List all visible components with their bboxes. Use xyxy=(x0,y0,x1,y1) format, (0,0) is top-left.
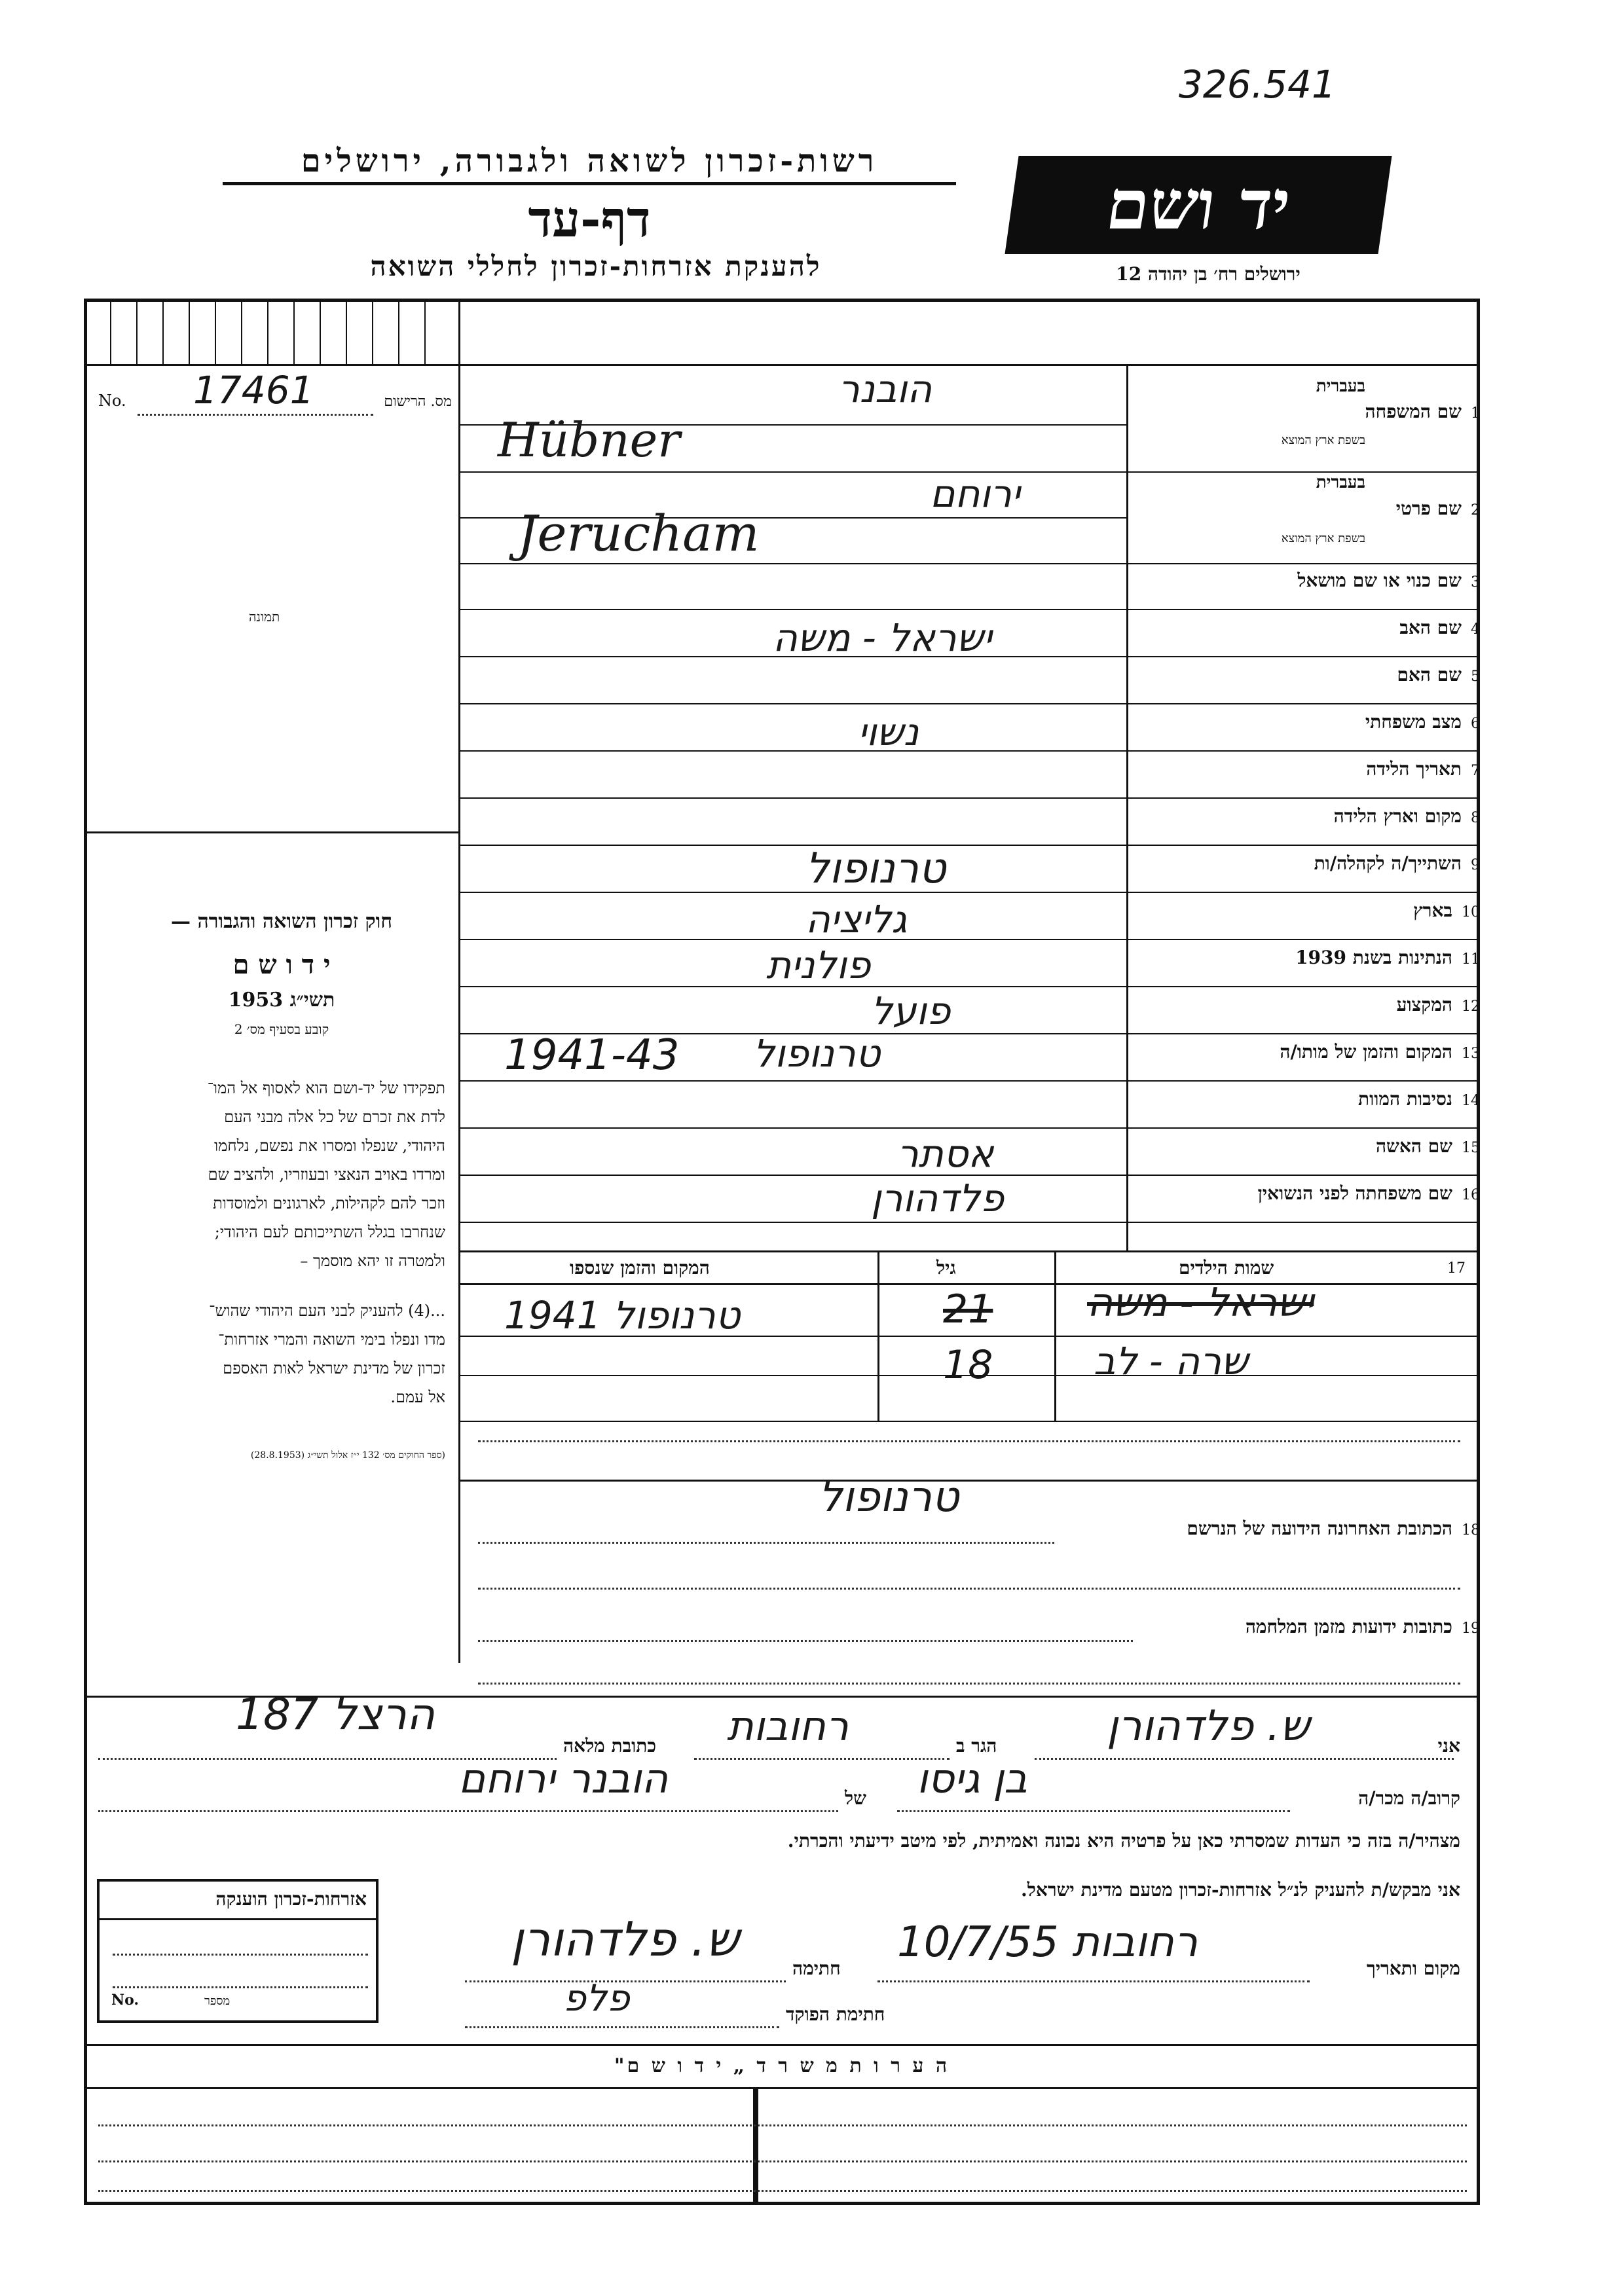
field-6-label: 6מצב משפחתי xyxy=(1365,711,1480,733)
law-line: תפקידו של יד-ושם הוא לאסוף אל המו־ xyxy=(207,1079,445,1097)
field-1-hebrew-value: הובנר xyxy=(838,367,932,411)
law-line: מדו ונפלו בימי השואה והמרי אזרחות־ xyxy=(218,1330,445,1349)
law-line: ומרדו באויב הנאצי ובעוזריו, ולהציב שם xyxy=(208,1165,445,1184)
field-15-value: אסתר xyxy=(897,1131,994,1176)
law-line: היהודי, שנפלו ומסרו את נפשם, נלחמו xyxy=(214,1137,445,1155)
field-12-label: 12המקצוע xyxy=(1396,994,1480,1015)
field-16-value: פלדהורן xyxy=(871,1176,1005,1220)
field-5-label: 5שם האם xyxy=(1397,664,1480,685)
law-citation: (ספר החוקים מס׳ 132 י״ז אלול תשי״ג (28.8.1953) xyxy=(250,1450,445,1461)
decl-ani: אני xyxy=(1437,1735,1460,1757)
field-3-label: 3שם כנוי או שם מושאל xyxy=(1297,570,1480,591)
field-2-hebrew-value: ירוחם xyxy=(930,471,1020,516)
decl-city: רחובות xyxy=(727,1702,849,1750)
field-2-origin-label: בשפת ארץ המוצא xyxy=(1281,532,1365,545)
field-2-hebrew-label: בעברית xyxy=(1316,473,1365,492)
child-1-age: 21 xyxy=(943,1286,993,1332)
decl-place-date-label: מקום ותאריך xyxy=(1366,1958,1460,1979)
citizenship-box xyxy=(97,1879,378,2023)
child-1-name: ישראל - משה xyxy=(1087,1280,1314,1326)
field-1-label: 1שם המשפחה xyxy=(1365,401,1480,422)
field-2-label: 2שם פרטי xyxy=(1395,498,1480,519)
form-title: דף-עד xyxy=(528,190,651,248)
child-1-place: טרנופול 1941 xyxy=(504,1293,741,1338)
field-6-value: נשוי xyxy=(858,710,919,754)
decl-resides-label: הגר ב xyxy=(956,1735,997,1757)
children-col-age: גיל xyxy=(936,1257,956,1279)
field-8-label: 8מקום וארץ הלידה xyxy=(1333,805,1480,827)
field-11-label: 11הנתינות בשנת 1939 xyxy=(1295,947,1480,968)
law-title: חוק זכרון השואה והגבורה — xyxy=(171,910,392,933)
registration-label: מס. הרישום xyxy=(384,393,452,410)
field-9-value: טרנופול xyxy=(805,845,946,893)
child-2-age: 18 xyxy=(943,1342,993,1388)
field-12-value: פועל xyxy=(871,989,951,1033)
decl-request: אני מבקש/ת להעניק לנ״ל אזרחות-זכרון מטעם מדינת ישראל. xyxy=(1021,1879,1460,1901)
decl-name: ש. פלדהורן xyxy=(1107,1702,1310,1751)
field-2-origin-value: Jerucham xyxy=(517,504,760,562)
law-line: וזכר להם לקהילות, לארגונים ולמוסדות xyxy=(213,1194,445,1212)
field-13-value-year: 1941-43 xyxy=(504,1031,680,1080)
decl-place-date: רחובות 10/7/55 xyxy=(897,1918,1198,1967)
decl-relative: בן גיסו xyxy=(917,1755,1027,1802)
field-17-num: 17 xyxy=(1447,1260,1466,1277)
office-notes-header: ה ע ר ו ת מ ש ר ד „ י ד ו ש ם" xyxy=(614,2054,950,2077)
children-col-names: שמות הילדים xyxy=(1179,1257,1274,1279)
field-13-value-place: טרנופול xyxy=(753,1031,881,1076)
citizenship-box-number: מספר xyxy=(204,1994,231,2008)
field-11-value: פולנית xyxy=(766,943,871,987)
field-7-label: 7תאריך הלידה xyxy=(1366,758,1480,780)
decl-statement: מצהיר/ה בזה כי העדות שמסרתי כאן על פרטיה היא נכונה ואמיתית, לפי מיטב ידיעתי והכרתי. xyxy=(787,1830,1460,1851)
decl-official-label: חתימת הפוקד xyxy=(786,2003,885,2025)
decl-official-signature: פלפ xyxy=(563,1977,630,2020)
decl-address: הרצל 187 xyxy=(236,1689,435,1740)
citizenship-box-number-en: No. xyxy=(111,1992,139,2009)
field-18-value: טרנופול xyxy=(819,1473,959,1522)
citizenship-box-title: אזרחות-זכרון הוענקה xyxy=(215,1888,367,1910)
form-subtitle: להענקת אזרחות-זכרון לחללי השואה xyxy=(370,250,822,282)
field-10-value: גליציה xyxy=(805,897,908,941)
law-name: י ד ו ש ם xyxy=(232,949,331,980)
decl-signature-label: חתימה xyxy=(792,1958,841,1979)
registration-number: 17461 xyxy=(193,368,314,412)
yad-vashem-address: ירושלים רח׳ בן יהודה 12 xyxy=(1116,263,1301,285)
decl-relative-label: קרוב/ה מכר/ה xyxy=(1358,1787,1460,1809)
law-line: שנחרבו בגלל השתייכותם לעם היהודי; xyxy=(214,1223,445,1241)
archive-number: 326.541 xyxy=(1179,62,1336,107)
registration-label-en: No. xyxy=(98,392,126,410)
child-2-name: שרה - לב xyxy=(1094,1339,1249,1383)
authority-title: רשות-זכרון לשואה ולגבורה, ירושלים xyxy=(223,143,956,185)
field-15-label: 15שם האשה xyxy=(1375,1135,1480,1157)
field-18-label: 18הכתובת האחרונה הידועה של הנרשם xyxy=(1187,1518,1480,1539)
law-line: ...(4) להעניק לבני העם היהודי שהוש־ xyxy=(209,1302,445,1320)
field-14-label: 14נסיבות המוות xyxy=(1358,1088,1480,1110)
law-paragraph-4 xyxy=(98,1296,445,1412)
law-line: אל עמם. xyxy=(390,1388,445,1406)
law-line: ולמטרה זו יהא מוסמך – xyxy=(300,1252,445,1270)
law-paragraph xyxy=(98,1074,445,1275)
field-4-value: ישראל - משה xyxy=(773,615,992,660)
field-4-label: 4שם האב xyxy=(1399,617,1480,638)
logo-text: יד ושם xyxy=(1101,164,1296,245)
field-1-hebrew-label: בעברית xyxy=(1316,376,1365,396)
field-1-origin-label: בשפת ארץ המוצא xyxy=(1281,433,1365,447)
law-clause: קובע בסעיף מס׳ 2 xyxy=(234,1021,329,1037)
law-line: זכרון של מדינת ישראל לאות האספם xyxy=(223,1359,445,1377)
field-16-label: 16שם משפחתה לפני הנשואין xyxy=(1257,1182,1480,1204)
law-line: לדת את זכרם של כל אלה מבני העם xyxy=(224,1108,445,1126)
field-10-label: 10בארץ xyxy=(1413,900,1480,921)
field-13-label: 13המקום והזמן של מותו/ה xyxy=(1280,1041,1480,1063)
children-col-place: המקום והזמן שנספו xyxy=(570,1257,710,1279)
registration-row xyxy=(98,368,452,419)
decl-of-label: של xyxy=(845,1787,866,1809)
decl-address-label: כתובת מלאה xyxy=(563,1735,657,1757)
decl-of-value: הובנר ירוחם xyxy=(458,1755,669,1802)
field-9-label: 9השתייך/ה לקהלה/ות xyxy=(1314,852,1480,874)
field-1-origin-value: Hübner xyxy=(498,412,680,467)
photo-label: תמונה xyxy=(249,609,280,625)
law-year: תשי״ג 1953 xyxy=(228,989,335,1011)
field-19-label: 19כתובות ידועות מזמן המלחמה xyxy=(1245,1616,1480,1637)
yad-vashem-logo xyxy=(1005,156,1392,254)
decl-signature: ש. פלדהורן xyxy=(511,1912,739,1967)
